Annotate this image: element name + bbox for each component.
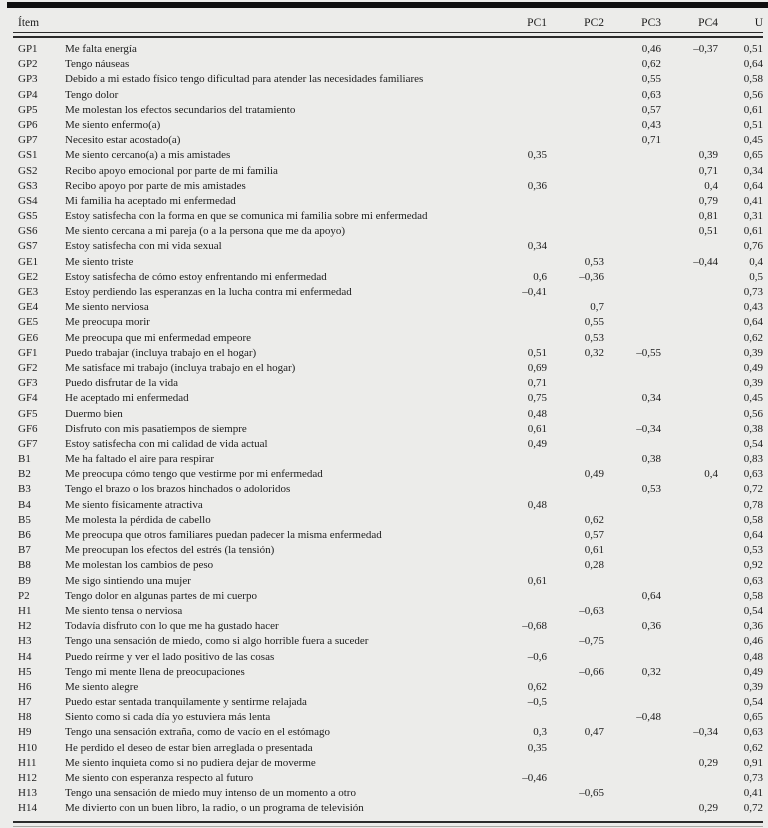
item-text: Me siento alegre (65, 680, 139, 693)
item-code: B2 (18, 468, 31, 481)
item-text: Me preocupa morir (65, 316, 150, 329)
item-code: GF1 (18, 346, 38, 359)
item-code: B6 (18, 529, 31, 541)
pc2-loading: –0,36 (579, 270, 604, 283)
item-code: H11 (18, 756, 37, 769)
item-text: Me siento inquieta como si no pudiera dejar de moverme (65, 756, 316, 769)
table-row (13, 710, 763, 725)
item-code: H14 (18, 802, 37, 815)
item-text: Debido a mi estado físico tengo dificultad para atender las necesidades familiares (65, 73, 424, 86)
table-row (13, 619, 763, 634)
item-code: GF6 (18, 422, 38, 435)
pc3-loading: 0,57 (641, 103, 661, 116)
uniqueness-value: 0,45 (743, 134, 763, 147)
table-row (13, 589, 763, 604)
pc4-loading: –0,44 (693, 255, 718, 268)
uniqueness-value: 0,56 (743, 88, 763, 101)
pc1-loading: 0,69 (527, 361, 547, 374)
pc1-loading: –0,68 (522, 620, 547, 633)
pc2-loading: –0,66 (579, 665, 604, 678)
item-code: GF5 (18, 407, 38, 420)
item-text: Disfruto con mis pasatiempos de siempre (65, 422, 247, 435)
table-row (13, 452, 763, 467)
item-code: GS1 (18, 149, 38, 162)
table-row (13, 331, 763, 346)
item-code: GE2 (18, 270, 39, 283)
uniqueness-value: 0,64 (743, 316, 763, 329)
pc1-loading: 0,48 (527, 498, 547, 511)
item-text: Me siento tensa o nerviosa (65, 604, 183, 617)
item-code: H13 (18, 787, 37, 800)
uniqueness-value: 0,49 (743, 361, 763, 374)
uniqueness-value: 0,51 (743, 43, 763, 55)
item-text: Siento como si cada día yo estuviera más lenta (65, 711, 271, 724)
item-code: H5 (18, 665, 32, 678)
cropped-content-bar (7, 2, 768, 8)
item-text: Tengo una sensación extraña, como de vacío en el estómago (65, 726, 330, 739)
table-body (13, 42, 763, 817)
item-text: Mi familia ha aceptado mi enfermedad (65, 194, 236, 207)
item-code: B3 (18, 483, 31, 496)
pc4-loading: 0,81 (698, 210, 718, 223)
item-code: GP5 (18, 103, 38, 116)
item-text: Duermo bien (65, 407, 123, 420)
uniqueness-value: 0,31 (743, 210, 763, 223)
item-code: H10 (18, 741, 37, 754)
table-row (13, 574, 763, 589)
pc2-loading: 0,47 (584, 726, 604, 739)
uniqueness-value: 0,51 (743, 118, 763, 131)
item-text: Estoy satisfecha de cómo estoy enfrentando mi enfermedad (65, 270, 327, 283)
uniqueness-value: 0,45 (743, 392, 763, 405)
uniqueness-value: 0,4 (749, 255, 763, 268)
bottom-rule-faint (13, 826, 763, 827)
pc1-loading: 0,49 (527, 437, 547, 450)
uniqueness-value: 0,54 (743, 696, 763, 709)
uniqueness-value: 0,46 (743, 635, 763, 648)
table-row (13, 498, 763, 513)
item-text: Me preocupa cómo tengo que vestirme por mi enfermedad (65, 468, 323, 481)
uniqueness-value: 0,72 (743, 483, 763, 496)
item-text: Me siento nerviosa (65, 301, 149, 314)
item-code: GF2 (18, 361, 38, 374)
table-row (13, 801, 763, 816)
item-text: Me siento enfermo(a) (65, 118, 161, 131)
item-text: Me siento triste (65, 255, 134, 268)
table-row (13, 634, 763, 649)
item-code: GS3 (18, 179, 38, 192)
item-code: H2 (18, 620, 32, 633)
item-code: H9 (18, 726, 32, 739)
pc1-loading: –0,6 (527, 650, 547, 663)
item-text: Me siento físicamente atractiva (65, 498, 203, 511)
pc4-loading: 0,4 (704, 468, 718, 481)
table-row (13, 224, 763, 239)
pc1-loading: 0,51 (527, 346, 547, 359)
table-header-row (13, 10, 763, 32)
table-row (13, 133, 763, 148)
pc3-loading: 0,62 (641, 58, 661, 71)
item-text: Me preocupa que otros familiares puedan padecer la misma enfermedad (65, 529, 382, 541)
uniqueness-value: 0,39 (743, 377, 763, 390)
pc1-loading: 0,61 (527, 574, 547, 587)
table-row (13, 437, 763, 452)
uniqueness-value: 0,63 (743, 726, 763, 739)
table-row (13, 72, 763, 87)
table-row (13, 103, 763, 118)
pc4-loading: 0,79 (698, 194, 718, 207)
table-row (13, 756, 763, 771)
item-text: Estoy satisfecha con la forma en que se comunica mi familia sobre mi enfermedad (65, 210, 428, 223)
table-row (13, 164, 763, 179)
pc3-loading: –0,48 (636, 711, 661, 724)
item-text: Recibo apoyo emocional por parte de mi familia (65, 164, 278, 177)
pc3-loading: 0,53 (641, 483, 661, 496)
item-text: He aceptado mi enfermedad (65, 392, 189, 405)
item-code: GF4 (18, 392, 38, 405)
pc4-loading: 0,71 (698, 164, 718, 177)
uniqueness-value: 0,54 (743, 437, 763, 450)
uniqueness-value: 0,63 (743, 468, 763, 481)
header-rule-thick (13, 36, 763, 38)
pc2-loading: –0,63 (579, 604, 604, 617)
pc2-loading: 0,61 (584, 544, 604, 557)
item-text: Me molestan los efectos secundarios del tratamiento (65, 103, 296, 116)
uniqueness-value: 0,63 (743, 574, 763, 587)
table-row (13, 407, 763, 422)
pc1-loading: 0,61 (527, 422, 547, 435)
item-text: Me ha faltado el aire para respirar (65, 453, 215, 466)
table-row (13, 239, 763, 254)
pc3-loading: –0,55 (636, 346, 661, 359)
item-code: H3 (18, 635, 32, 648)
pc1-loading: 0,3 (533, 726, 547, 739)
item-code: H7 (18, 696, 32, 709)
table-row (13, 88, 763, 103)
pc3-loading: 0,34 (641, 392, 661, 405)
item-code: GE3 (18, 286, 39, 298)
item-code: B9 (18, 574, 31, 587)
uniqueness-value: 0,38 (743, 422, 763, 435)
item-code: GE1 (18, 255, 39, 268)
table-row (13, 482, 763, 497)
pc2-loading: 0,49 (584, 468, 604, 481)
item-text: Me siento cercana a mi pareja (o a la persona que me da apoyo) (65, 225, 346, 238)
item-text: Me siento cercano(a) a mis amistades (65, 149, 231, 162)
column-header-pc3: PC3 (641, 17, 661, 29)
item-text: Estoy satisfecha con mi calidad de vida actual (65, 437, 268, 450)
table-row (13, 315, 763, 330)
pc3-loading: 0,55 (641, 73, 661, 86)
item-code: B4 (18, 498, 31, 511)
table-row (13, 118, 763, 133)
item-code: GP7 (18, 134, 38, 147)
pc3-loading: 0,71 (641, 134, 661, 147)
table-row (13, 604, 763, 619)
item-text: Me divierto con un buen libro, la radio, o un programa de televisión (65, 802, 364, 815)
pc2-loading: 0,53 (584, 255, 604, 268)
table-row (13, 543, 763, 558)
item-code: B5 (18, 513, 31, 526)
column-header-u: U (754, 17, 763, 29)
pc1-loading: 0,75 (527, 392, 547, 405)
uniqueness-value: 0,91 (743, 756, 763, 769)
pc1-loading: 0,36 (527, 179, 547, 192)
item-code: GF3 (18, 377, 38, 390)
uniqueness-value: 0,65 (743, 149, 763, 162)
item-code: B8 (18, 559, 31, 572)
item-code: GS2 (18, 164, 38, 177)
uniqueness-value: 0,43 (743, 301, 763, 314)
uniqueness-value: 0,58 (743, 513, 763, 526)
uniqueness-value: 0,53 (743, 544, 763, 557)
uniqueness-value: 0,78 (743, 498, 763, 511)
item-text: Necesito estar acostado(a) (65, 134, 181, 147)
factor-loadings-table (13, 10, 763, 827)
item-text: Estoy perdiendo las esperanzas en la lucha contra mi enfermedad (65, 286, 352, 298)
item-text: Tengo una sensación de miedo, como si algo horrible fuera a suceder (65, 635, 369, 648)
table-row (13, 695, 763, 710)
pc1-loading: –0,41 (522, 286, 547, 298)
pc4-loading: 0,29 (698, 802, 718, 815)
table-row (13, 528, 763, 543)
pc1-loading: –0,46 (522, 772, 547, 784)
item-code: H4 (18, 650, 32, 663)
item-code: P2 (18, 589, 30, 602)
uniqueness-value: 0,73 (743, 772, 763, 784)
table-row (13, 513, 763, 528)
pc2-loading: 0,28 (584, 559, 604, 572)
table-row (13, 467, 763, 482)
uniqueness-value: 0,54 (743, 604, 763, 617)
pc3-loading: 0,64 (641, 589, 661, 602)
pc3-loading: 0,38 (641, 453, 661, 466)
pc1-loading: 0,35 (527, 149, 547, 162)
item-code: B1 (18, 453, 31, 466)
pc3-loading: 0,36 (641, 620, 661, 633)
column-header-pc2: PC2 (584, 17, 604, 29)
uniqueness-value: 0,64 (743, 58, 763, 71)
item-text: Me molesta la pérdida de cabello (65, 513, 211, 526)
pc3-loading: 0,63 (641, 88, 661, 101)
uniqueness-value: 0,92 (743, 559, 763, 572)
item-text: Estoy satisfecha con mi vida sexual (65, 240, 222, 253)
item-code: GS6 (18, 225, 38, 238)
pc2-loading: 0,62 (584, 513, 604, 526)
uniqueness-value: 0,65 (743, 711, 763, 724)
table-row (13, 209, 763, 224)
table-row (13, 558, 763, 573)
uniqueness-value: 0,76 (743, 240, 763, 253)
item-text: He perdido el deseo de estar bien arreglada o presentada (65, 741, 313, 754)
table-row (13, 42, 763, 57)
item-code: GP2 (18, 58, 38, 71)
item-code: H12 (18, 772, 37, 784)
pc1-loading: 0,71 (527, 377, 547, 390)
uniqueness-value: 0,58 (743, 73, 763, 86)
table-row (13, 346, 763, 361)
uniqueness-value: 0,36 (743, 620, 763, 633)
uniqueness-value: 0,62 (743, 331, 763, 344)
item-text: Me satisface mi trabajo (incluya trabajo en el hogar) (65, 361, 296, 374)
pc3-loading: 0,43 (641, 118, 661, 131)
item-code: H6 (18, 680, 32, 693)
table-row (13, 650, 763, 665)
uniqueness-value: 0,62 (743, 741, 763, 754)
pc3-loading: –0,34 (636, 422, 661, 435)
item-code: GP3 (18, 73, 38, 86)
item-code: GE6 (18, 331, 39, 344)
uniqueness-value: 0,41 (743, 787, 763, 800)
uniqueness-value: 0,41 (743, 194, 763, 207)
item-text: Tengo el brazo o los brazos hinchados o adoloridos (65, 483, 291, 496)
item-code: GP1 (18, 43, 38, 55)
table-row (13, 665, 763, 680)
pc2-loading: –0,65 (579, 787, 604, 800)
table-row (13, 194, 763, 209)
pc2-loading: 0,53 (584, 331, 604, 344)
uniqueness-value: 0,72 (743, 802, 763, 815)
pc3-loading: 0,46 (641, 43, 661, 55)
item-code: GS4 (18, 194, 38, 207)
item-text: Tengo una sensación de miedo muy intenso de un momento a otro (65, 787, 356, 800)
item-text: Puedo disfrutar de la vida (65, 377, 179, 390)
table-row (13, 771, 763, 786)
uniqueness-value: 0,73 (743, 286, 763, 298)
uniqueness-value: 0,58 (743, 589, 763, 602)
table-row (13, 741, 763, 756)
pc2-loading: –0,75 (579, 635, 604, 648)
item-text: Tengo dolor en algunas partes de mi cuerpo (65, 589, 257, 602)
pc2-loading: 0,55 (584, 316, 604, 329)
pc1-loading: –0,5 (527, 696, 547, 709)
pc4-loading: 0,39 (698, 149, 718, 162)
table-row (13, 376, 763, 391)
item-text: Me preocupa que mi enfermedad empeore (65, 331, 251, 344)
pc2-loading: 0,7 (590, 301, 604, 314)
table-row (13, 422, 763, 437)
table-row (13, 270, 763, 285)
item-text: Puedo reírme y ver el lado positivo de las cosas (65, 650, 275, 663)
item-text: Puedo estar sentada tranquilamente y sentirme relajada (65, 696, 307, 709)
column-header-item: Ítem (18, 17, 40, 29)
pc1-loading: 0,35 (527, 741, 547, 754)
table-row (13, 57, 763, 72)
uniqueness-value: 0,64 (743, 179, 763, 192)
item-code: GP6 (18, 118, 38, 131)
pc4-loading: 0,29 (698, 756, 718, 769)
uniqueness-value: 0,61 (743, 103, 763, 116)
pc4-loading: 0,51 (698, 225, 718, 238)
uniqueness-value: 0,61 (743, 225, 763, 238)
item-code: GP4 (18, 88, 38, 101)
item-text: Me molestan los cambios de peso (65, 559, 214, 572)
item-text: Me preocupan los efectos del estrés (la tensión) (65, 544, 275, 557)
item-code: H1 (18, 604, 32, 617)
table-row (13, 285, 763, 300)
item-text: Me sigo sintiendo una mujer (65, 574, 191, 587)
table-row (13, 179, 763, 194)
item-text: Tengo dolor (65, 88, 119, 101)
item-text: Me falta energía (65, 43, 137, 55)
pc1-loading: 0,48 (527, 407, 547, 420)
uniqueness-value: 0,64 (743, 529, 763, 541)
table-row (13, 255, 763, 270)
item-text: Tengo mi mente llena de preocupaciones (65, 665, 245, 678)
pc3-loading: 0,32 (641, 665, 661, 678)
uniqueness-value: 0,39 (743, 680, 763, 693)
table-row (13, 300, 763, 315)
uniqueness-value: 0,48 (743, 650, 763, 663)
item-text: Puedo trabajar (incluya trabajo en el hogar) (65, 346, 257, 359)
uniqueness-value: 0,5 (749, 270, 763, 283)
item-code: GE4 (18, 301, 39, 314)
pc4-loading: –0,34 (693, 726, 718, 739)
column-header-pc4: PC4 (698, 17, 718, 29)
item-text: Recibo apoyo por parte de mis amistades (65, 179, 246, 192)
pc1-loading: 0,62 (527, 680, 547, 693)
uniqueness-value: 0,34 (743, 164, 763, 177)
column-header-pc1: PC1 (527, 17, 547, 29)
table-row (13, 148, 763, 163)
table-row (13, 391, 763, 406)
item-code: GS7 (18, 240, 38, 253)
item-text: Me siento con esperanza respecto al futuro (65, 772, 254, 784)
item-code: B7 (18, 544, 31, 557)
pc2-loading: 0,32 (584, 346, 604, 359)
item-code: H8 (18, 711, 32, 724)
pc1-loading: 0,6 (533, 270, 547, 283)
uniqueness-value: 0,56 (743, 407, 763, 420)
item-code: GS5 (18, 210, 38, 223)
pc1-loading: 0,34 (527, 240, 547, 253)
table-row (13, 725, 763, 740)
item-code: GF7 (18, 437, 38, 450)
uniqueness-value: 0,39 (743, 346, 763, 359)
pc2-loading: 0,57 (584, 529, 604, 541)
pc4-loading: 0,4 (704, 179, 718, 192)
item-code: GE5 (18, 316, 39, 329)
table-row (13, 680, 763, 695)
item-text: Tengo náuseas (65, 58, 130, 71)
table-row (13, 361, 763, 376)
uniqueness-value: 0,83 (743, 453, 763, 466)
table-row (13, 786, 763, 801)
uniqueness-value: 0,49 (743, 665, 763, 678)
pc4-loading: –0,37 (693, 43, 718, 55)
item-text: Todavía disfruto con lo que me ha gustado hacer (65, 620, 279, 633)
